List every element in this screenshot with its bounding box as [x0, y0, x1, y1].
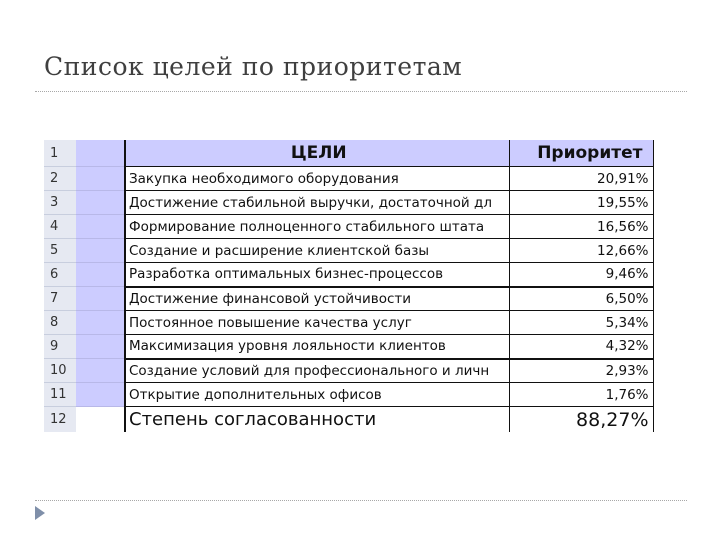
table-row [44, 359, 653, 383]
goal-cell: Создание и расширение клиентской базы [125, 239, 509, 263]
priority-cell: 12,66% [509, 239, 653, 263]
table-row [44, 167, 653, 191]
goal-cell: Формирование полноценного стабильного штата [125, 215, 509, 239]
priority-cell: 16,56% [509, 215, 653, 239]
priority-cell: 1,76% [509, 383, 653, 407]
goal-cell: Достижение финансовой устойчивости [125, 287, 509, 311]
bullet-triangle-icon [35, 506, 45, 520]
row-number: 10 [44, 359, 76, 383]
row-number: 11 [44, 383, 76, 407]
goal-cell: Разработка оптимальных бизнес-процессов [125, 263, 509, 287]
table-row [44, 287, 653, 311]
total-value: 88,27% [509, 407, 653, 433]
row-number: 3 [44, 191, 76, 215]
footer-divider [35, 500, 687, 501]
empty-cell [76, 263, 125, 287]
empty-cell [76, 215, 125, 239]
empty-cell [76, 191, 125, 215]
row-number: 2 [44, 167, 76, 191]
goal-cell: Закупка необходимого оборудования [125, 167, 509, 191]
goal-cell: Достижение стабильной выручки, достаточной дл [125, 191, 509, 215]
empty-cell [76, 311, 125, 335]
empty-cell [76, 335, 125, 359]
priority-header: Приоритет [509, 140, 653, 167]
table-row [44, 191, 653, 215]
row-number: 12 [44, 407, 76, 433]
title-divider [35, 91, 687, 92]
priority-cell: 19,55% [509, 191, 653, 215]
row-number: 7 [44, 287, 76, 311]
goal-cell: Максимизация уровня лояльности клиентов [125, 335, 509, 359]
goals-header: ЦЕЛИ [125, 140, 509, 167]
empty-cell [76, 407, 125, 433]
empty-cell [76, 167, 125, 191]
empty-cell [76, 287, 125, 311]
goal-cell: Создание условий для профессионального и личн [125, 359, 509, 383]
table-row [44, 383, 653, 407]
total-row [44, 407, 653, 433]
row-number: 4 [44, 215, 76, 239]
table-row [44, 239, 653, 263]
row-number: 6 [44, 263, 76, 287]
priority-cell: 6,50% [509, 287, 653, 311]
table-row [44, 263, 653, 287]
goal-cell: Постоянное повышение качества услуг [125, 311, 509, 335]
empty-cell [76, 239, 125, 263]
table-row [44, 311, 653, 335]
row-number: 8 [44, 311, 76, 335]
slide-title: Список целей по приоритетам [44, 52, 463, 81]
empty-cell [76, 359, 125, 383]
row-number: 9 [44, 335, 76, 359]
table-header-row [44, 140, 653, 167]
table-row [44, 215, 653, 239]
table-row [44, 335, 653, 359]
priority-cell: 4,32% [509, 335, 653, 359]
priority-table [44, 140, 654, 432]
row-number: 5 [44, 239, 76, 263]
row-number: 1 [44, 140, 76, 167]
total-label: Степень согласованности [129, 409, 377, 430]
empty-cell [76, 383, 125, 407]
priority-cell: 5,34% [509, 311, 653, 335]
goal-cell: Открытие дополнительных офисов [125, 383, 509, 407]
priority-cell: 2,93% [509, 359, 653, 383]
priority-cell: 9,46% [509, 263, 653, 287]
priority-cell: 20,91% [509, 167, 653, 191]
empty-cell [76, 140, 125, 167]
